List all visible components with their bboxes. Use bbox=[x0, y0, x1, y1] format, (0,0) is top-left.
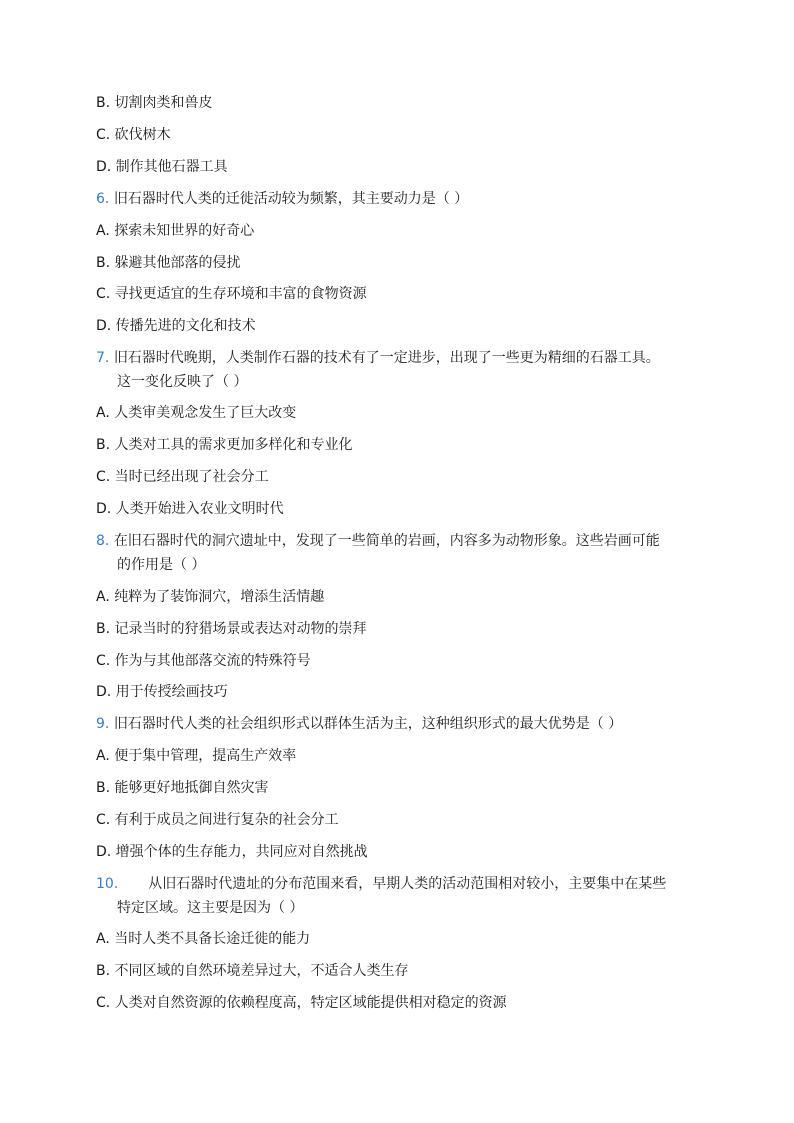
option-line: B. 切割肉类和兽皮 bbox=[96, 95, 213, 111]
question-number: 10. bbox=[96, 876, 119, 892]
option-line: C. 有利于成员之间进行复杂的社会分工 bbox=[96, 812, 339, 828]
option-line: C. 作为与其他部落交流的特殊符号 bbox=[96, 653, 311, 669]
question-text-continued: 特定区域。这主要是因为（ ） bbox=[117, 900, 304, 916]
option-line: D. 人类开始进入农业文明时代 bbox=[96, 501, 284, 517]
option-line: A. 便于集中管理，提高生产效率 bbox=[96, 748, 297, 764]
option-line: B. 人类对工具的需求更加多样化和专业化 bbox=[96, 437, 353, 453]
option-line: B. 躲避其他部落的侵扰 bbox=[96, 255, 241, 271]
option-line: A. 纯粹为了装饰洞穴，增添生活情趣 bbox=[96, 589, 325, 605]
question-number: 7. bbox=[96, 350, 110, 366]
question-8 bbox=[96, 531, 660, 551]
option-line: A. 人类审美观念发生了巨大改变 bbox=[96, 405, 297, 421]
option-line: D. 制作其他石器工具 bbox=[96, 159, 228, 175]
question-6 bbox=[96, 189, 468, 209]
question-text: 从旧石器时代遗址的分布范围来看，早期人类的活动范围相对较小，主要集中在某些 bbox=[148, 876, 667, 892]
option-line: C. 砍伐树木 bbox=[96, 127, 171, 143]
question-text: 旧石器时代晚期，人类制作石器的技术有了一定进步，出现了一些更为精细的石器工具。 bbox=[113, 350, 660, 366]
question-text: 在旧石器时代的洞穴遗址中，发现了一些简单的岩画，内容多为动物形象。这些岩画可能 bbox=[113, 533, 660, 549]
option-line: A. 当时人类不具备长途迁徙的能力 bbox=[96, 931, 311, 947]
option-line: D. 传播先进的文化和技术 bbox=[96, 318, 256, 334]
option-line: A. 探索未知世界的好奇心 bbox=[96, 223, 255, 239]
option-line: C. 人类对自然资源的依赖程度高，特定区域能提供相对稳定的资源 bbox=[96, 995, 507, 1011]
question-text: 旧石器时代人类的社会组织形式以群体生活为主，这种组织形式的最大优势是（ ） bbox=[113, 716, 623, 732]
question-text: 旧石器时代人类的迁徙活动较为频繁，其主要动力是（ ） bbox=[113, 191, 469, 207]
option-line: D. 增强个体的生存能力，共同应对自然挑战 bbox=[96, 844, 368, 860]
question-10 bbox=[96, 874, 666, 894]
question-number: 9. bbox=[96, 716, 110, 732]
question-7 bbox=[96, 348, 660, 368]
option-line: B. 不同区域的自然环境差异过大，不适合人类生存 bbox=[96, 963, 409, 979]
option-line: C. 寻找更适宜的生存环境和丰富的食物资源 bbox=[96, 286, 367, 302]
option-line: B. 记录当时的狩猎场景或表达对动物的崇拜 bbox=[96, 621, 367, 637]
option-line: D. 用于传授绘画技巧 bbox=[96, 684, 228, 700]
question-number: 6. bbox=[96, 191, 110, 207]
option-line: C. 当时已经出现了社会分工 bbox=[96, 469, 269, 485]
question-text-continued: 的作用是（ ） bbox=[117, 557, 206, 573]
question-text-continued: 这一变化反映了（ ） bbox=[117, 374, 248, 390]
question-9 bbox=[96, 714, 622, 734]
option-line: B. 能够更好地抵御自然灾害 bbox=[96, 780, 269, 796]
question-number: 8. bbox=[96, 533, 110, 549]
